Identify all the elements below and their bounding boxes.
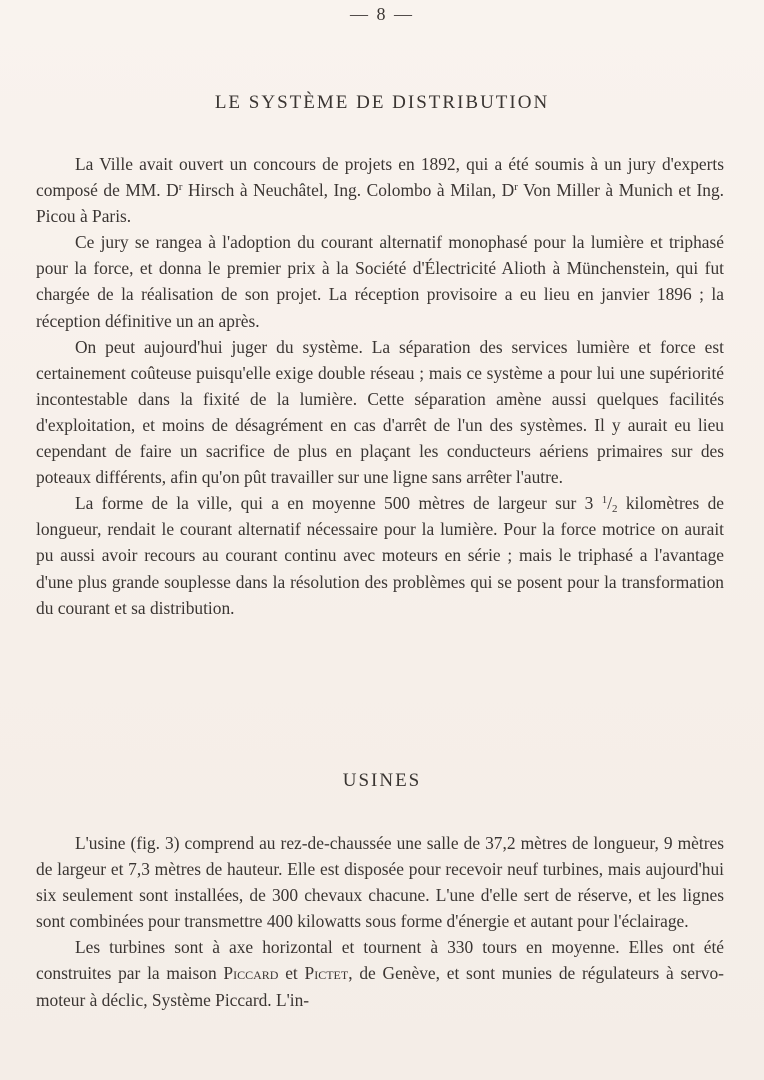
paragraph (36, 934, 724, 1012)
fraction-slash: / (607, 493, 613, 514)
paragraph-text: kilomètres de longueur, rendait le courant alternatif nécessaire pour la lumière. Pour la force motrice on aurait pu aussi avoir recours au courant continu avec moteurs en série ; mais le triphasé a l'avantage d'une plus grande souplesse dans la résolution des problèmes qui se posent pour la transformation du courant et sa distribution. (36, 493, 724, 618)
section-title-distribution: LE SYSTÈME DE DISTRIBUTION (214, 92, 550, 113)
fraction-numerator: 1 (601, 494, 608, 507)
paragraph-text: La forme de la ville, qui a en moyenne 500 mètres de largeur sur 3 (75, 493, 602, 514)
paragraph-text: et (278, 963, 305, 984)
paragraph: On peut aujourd'hui juger du système. La séparation des services lumière et force est certainement coûteuse puisqu'elle exige double réseau ; mais ce système a pour lui une supériorité incontestable dans la fixité de la lumière. Cette séparation amène aussi quelques facilités d'exploitation, et moins de désagrément en cas d'arrêt de l'un des systèmes. Il y aurait eu lieu cependant de faire un sacrifice de plus en plaçant les conducteurs aériens primaires sur des poteaux différents, afin qu'on pût travailler sur une ligne sans arrêter l'autre. (36, 336, 724, 488)
paragraph: Ce jury se rangea à l'adoption du courant alternatif monophasé pour la lumière et triphasé pour la force, et donna le premier prix à la Société d'Électricité Alioth à Münchenstein, qui fut chargée de la réalisation de son projet. La réception provisoire a eu lieu en janvier 1896 ; la réception définitive un an après. (36, 232, 724, 331)
paragraph-text: La Ville avait ouvert un concours de projets en 1892, qui a été soumis à un jury d'experts composé de MM. D (36, 154, 724, 201)
paragraph: L'usine (fig. 3) comprend au rez-de-chaussée une salle de 37,2 mètres de longueur, 9 mètres de largeur et 7,3 mètres de hauteur. Elle est disposée pour recevoir neuf turbines, mais aujourd'hui six seulement sont installées, de 300 chevaux chacune. L'une d'elle sert de réserve, et les lignes sont combinées pour transmettre 400 kilowatts sous forme d'énergie et autant pour l'éclairage. (36, 833, 724, 932)
paragraph-text: Hirsch à Neuchâtel, Ing. Colombo à Milan, D (182, 180, 515, 201)
superscript: r (514, 181, 518, 194)
company-name: Pictet (304, 963, 349, 984)
paragraph (36, 490, 724, 620)
paragraph-text: Les turbines sont à axe horizontal et tournent à 330 tours en moyenne. Elles ont été construites par la maison (36, 937, 724, 984)
section-title-usines: USINES (342, 770, 422, 791)
section-body-usines (36, 830, 724, 1013)
superscript: r (178, 181, 183, 194)
page-number: — 8 — (350, 4, 414, 24)
fraction-denominator: 2 (612, 503, 618, 516)
paragraph (36, 151, 724, 229)
fraction (601, 493, 618, 516)
paragraph-text: Von Miller à Munich et Ing. Picou à Paris. (36, 180, 724, 227)
paragraph-text: , de Genève, et sont munies de régulateurs à servo-moteur à déclic, Système Piccard. L'in- (36, 963, 724, 1010)
company-name: Piccard (223, 963, 279, 984)
section-body-distribution (36, 151, 724, 621)
